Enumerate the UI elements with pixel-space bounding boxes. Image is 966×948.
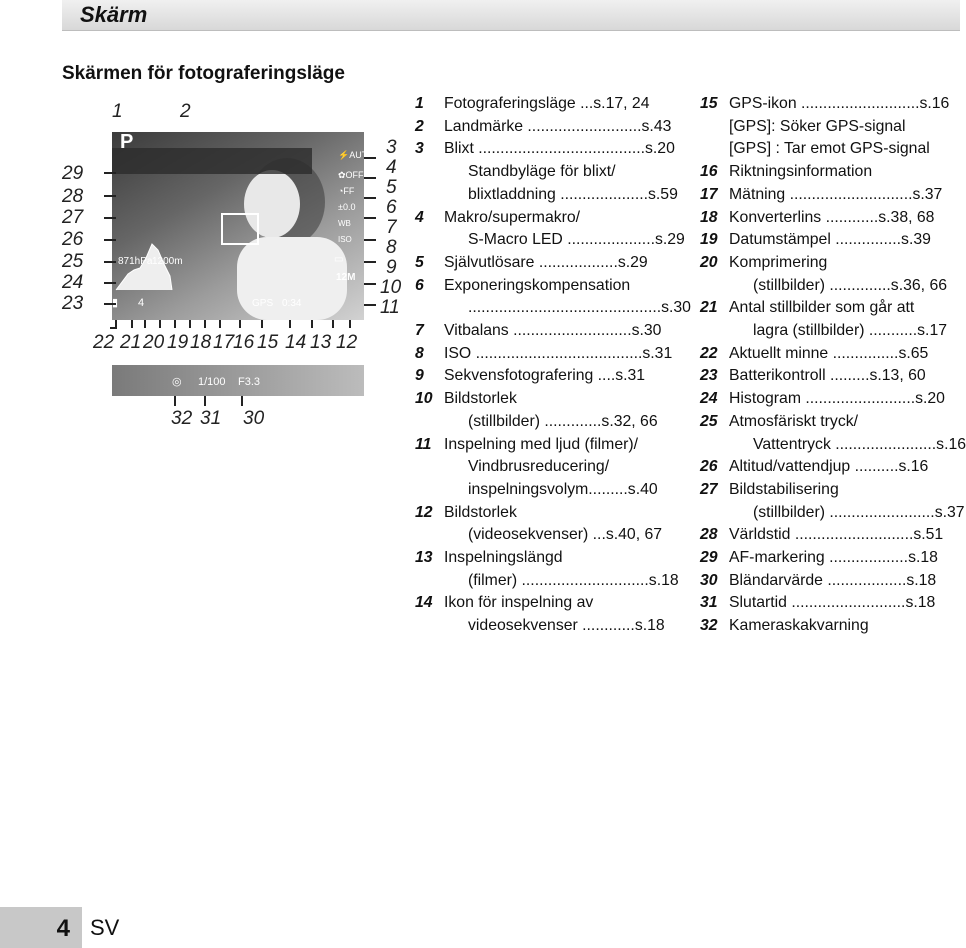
callout-30: 30 — [243, 408, 265, 429]
legend-item — [700, 138, 966, 161]
callout-24: 24 — [62, 272, 84, 293]
callout-11: 11 — [380, 297, 400, 318]
legend-item-number: 23 — [700, 367, 718, 385]
legend-item — [415, 411, 691, 434]
legend-item-text: Standbyläge för blixt/ — [468, 163, 616, 181]
page-subtitle: Skärmen för fotograferingsläge — [62, 63, 345, 84]
legend-item — [415, 592, 691, 615]
legend-item-number: 16 — [700, 163, 718, 181]
legend-item-text: Kameraskakvarning — [729, 617, 869, 635]
legend-item-text: Vindbrusreducering/ — [468, 458, 610, 476]
legend-item-number: 17 — [700, 185, 718, 203]
legend-item-text: Riktningsinformation — [729, 163, 873, 181]
legend-item-text: Altitud/vattendjup ..........s.16 — [729, 458, 929, 476]
callout-12: 12 — [336, 332, 358, 353]
legend-item-number: 3 — [415, 140, 424, 158]
legend-item — [700, 547, 966, 570]
legend-item — [415, 547, 691, 570]
legend-item — [700, 615, 966, 638]
legend-item-text: Konverterlins ............s.38, 68 — [729, 208, 935, 226]
self-timer-icon: ◔FF — [338, 186, 355, 196]
legend-item-number: 14 — [415, 594, 433, 612]
legend-item-text: Självutlösare ..................s.29 — [444, 253, 648, 271]
legend-item-text: Världstid ...........................s.51 — [729, 526, 944, 544]
legend-item-text: Antal stillbilder som går att — [729, 299, 915, 317]
callout-3: 3 — [386, 137, 397, 158]
legend-item — [700, 297, 966, 320]
iso-icon: ISO — [338, 235, 352, 244]
callout-16: 16 — [233, 332, 255, 353]
legend-item-number: 22 — [700, 344, 718, 362]
callout-28: 28 — [62, 186, 84, 207]
legend-item-text: Aktuellt minne ...............s.65 — [729, 344, 929, 362]
legend-item-text: Makro/supermakro/ — [444, 208, 581, 226]
legend-item-text: Bildstorlek — [444, 390, 517, 408]
record-time-label: 0:34 — [282, 298, 302, 309]
legend-item-text: Ikon för inspelning av — [444, 594, 594, 612]
altitude-label: 1200m — [152, 256, 183, 267]
callout-14: 14 — [285, 332, 307, 353]
callout-19: 19 — [167, 332, 189, 353]
legend-item-text: Bildstabilisering — [729, 480, 839, 498]
callout-6: 6 — [386, 197, 397, 218]
legend-item — [415, 207, 691, 230]
legend-item-text: Bildstorlek — [444, 503, 517, 521]
legend-item — [700, 343, 966, 366]
language-label: SV — [90, 915, 120, 940]
callout-1: 1 — [112, 101, 123, 122]
legend-item-text: (stillbilder) ........................s.37 — [753, 503, 965, 521]
legend-item-text: (stillbilder) ..............s.36, 66 — [753, 276, 948, 294]
callout-22: 22 — [93, 332, 115, 353]
legend-item — [415, 479, 691, 502]
legend-item-number: 1 — [415, 95, 424, 112]
legend-item — [700, 229, 966, 252]
legend-item — [415, 252, 691, 275]
legend-list-middle — [415, 93, 691, 638]
legend-item-text: Mätning ............................s.37 — [729, 185, 943, 203]
callout-7: 7 — [386, 217, 397, 238]
drive-icon: ▭ — [334, 254, 344, 265]
legend-item-number: 31 — [700, 594, 718, 612]
legend-item-text: Inspelning med ljud (filmer)/ — [444, 435, 639, 453]
legend-item-text: Landmärke ..........................s.43 — [444, 117, 672, 135]
legend-item — [415, 615, 691, 638]
callout-2: 2 — [180, 101, 191, 122]
legend-item-number: 12 — [415, 503, 433, 521]
mode-label: P — [120, 131, 134, 153]
callout-13: 13 — [310, 332, 332, 353]
legend-item-text: Batterikontroll .........s.13, 60 — [729, 367, 926, 385]
legend-item-number: 18 — [700, 208, 718, 226]
legend-item-text: S-Macro LED ....................s.29 — [468, 231, 685, 249]
gps-icon: GPS — [252, 298, 274, 309]
legend-item — [700, 570, 966, 593]
legend-item-text: videosekvenser ............s.18 — [468, 617, 665, 635]
legend-item — [415, 343, 691, 366]
legend-item-number: 10 — [415, 390, 433, 408]
legend-item — [415, 138, 691, 161]
callout-21: 21 — [120, 332, 142, 353]
legend-item-number: 7 — [415, 322, 424, 340]
storage-count-label: 4 — [138, 297, 145, 309]
legend-item-number: 24 — [700, 390, 718, 408]
legend-item-number: 19 — [700, 231, 718, 249]
ev-label: ±0.0 — [338, 202, 356, 212]
camera-shake-icon: ◎ — [172, 376, 182, 388]
legend-item-number: 2 — [415, 117, 424, 135]
legend-item — [700, 411, 966, 434]
legend-item-text: lagra (stillbilder) ...........s.17 — [753, 322, 948, 340]
legend-item — [700, 275, 966, 298]
legend-item-text: Slutartid ..........................s.18 — [729, 594, 936, 612]
legend-item — [415, 93, 691, 116]
legend-item — [415, 161, 691, 184]
legend-item-text: Komprimering — [729, 253, 828, 271]
legend-item — [700, 592, 966, 615]
legend-item-number: 29 — [700, 549, 718, 567]
legend-item-text: AF-markering ..................s.18 — [729, 549, 938, 567]
legend-item — [415, 570, 691, 593]
callout-18: 18 — [190, 332, 212, 353]
legend-item-text: Datumstämpel ...............s.39 — [729, 231, 931, 249]
legend-item — [700, 161, 966, 184]
battery-icon: ▮ — [112, 297, 119, 309]
legend-item-text: blixtladdning ....................s.59 — [468, 185, 678, 203]
legend-item-text: Exponeringskompensation — [444, 276, 631, 294]
wb-icon: WB — [338, 219, 351, 228]
legend-item — [700, 207, 966, 230]
legend-item-text: [GPS] : Tar emot GPS-signal — [729, 140, 930, 158]
legend-item — [700, 388, 966, 411]
legend-item-text: (filmer) .............................s.18 — [468, 571, 679, 589]
legend-item-number: 21 — [700, 299, 718, 317]
callout-26: 26 — [62, 229, 84, 250]
legend-item — [700, 502, 966, 525]
legend-item-text: GPS-ikon ...........................s.16 — [729, 95, 950, 112]
legend-item-number: 13 — [415, 549, 433, 567]
legend-item-text: Sekvensfotografering ....s.31 — [444, 367, 646, 385]
legend-item-number: 11 — [415, 435, 432, 453]
legend-item — [415, 365, 691, 388]
section-title: Skärm — [80, 2, 148, 27]
legend-item — [415, 297, 691, 320]
shutter-label: 1/100 — [198, 376, 226, 388]
callout-25: 25 — [62, 251, 84, 272]
callout-29: 29 — [62, 163, 84, 184]
legend-item — [415, 388, 691, 411]
callout-17: 17 — [213, 332, 235, 353]
legend-item-number: 28 — [700, 526, 718, 544]
legend-item-number: 32 — [700, 617, 718, 635]
page-number: 4 — [56, 915, 70, 942]
legend-item-text: (videosekvenser) ...s.40, 67 — [468, 526, 663, 544]
legend-item — [700, 434, 966, 457]
macro-icon: ✿OFF — [338, 170, 364, 180]
aperture-label: F3.3 — [238, 376, 261, 388]
legend-item-number: 20 — [700, 253, 718, 271]
legend-item-text: Vitbalans ...........................s.30 — [444, 322, 662, 340]
legend-item — [700, 456, 966, 479]
callout-31: 31 — [200, 408, 222, 429]
legend-item-text: ............................................s.30 — [468, 299, 691, 317]
legend-item — [415, 184, 691, 207]
legend-item-text: [GPS]: Söker GPS-signal — [729, 117, 906, 135]
callout-15: 15 — [257, 332, 279, 353]
legend-item — [700, 320, 966, 343]
page-number-box — [0, 907, 82, 948]
resolution-label: 12M — [336, 272, 356, 283]
legend-item — [700, 184, 966, 207]
legend-item-number: 30 — [700, 571, 718, 589]
legend-item-number: 5 — [415, 253, 424, 271]
legend-item — [700, 252, 966, 275]
legend-item-number: 6 — [415, 276, 424, 294]
legend-item-number: 27 — [700, 480, 718, 498]
legend-item-text: Histogram .........................s.20 — [729, 390, 945, 408]
legend-item-text: Inspelningslängd — [444, 549, 563, 567]
legend-item — [700, 524, 966, 547]
legend-item — [700, 479, 966, 502]
callout-4: 4 — [386, 157, 397, 178]
legend-item-number: 9 — [415, 367, 424, 385]
legend-item-text: Bländarvärde ..................s.18 — [729, 571, 937, 589]
legend-item — [700, 93, 966, 116]
legend-item-text: Blixt ......................................s.20 — [444, 140, 675, 158]
callout-23: 23 — [62, 293, 84, 314]
callout-27: 27 — [62, 207, 84, 228]
callout-10: 10 — [380, 277, 402, 298]
legend-item-number: 25 — [700, 412, 718, 430]
legend-item — [415, 434, 691, 457]
legend-item — [415, 456, 691, 479]
legend-item-text: (stillbilder) .............s.32, 66 — [468, 412, 658, 430]
legend-item — [700, 365, 966, 388]
flash-icon: ⚡AUTO — [338, 150, 375, 160]
legend-item — [415, 524, 691, 547]
legend-item-text: Vattentryck .......................s.16 — [753, 435, 966, 453]
legend-item-number: 4 — [415, 208, 424, 226]
legend-item — [415, 275, 691, 298]
legend-item — [415, 116, 691, 139]
legend-item-number: 8 — [415, 344, 424, 362]
legend-item — [415, 502, 691, 525]
callout-20: 20 — [143, 332, 165, 353]
callout-32: 32 — [171, 408, 193, 429]
callout-5: 5 — [386, 177, 397, 198]
legend-item-number: 15 — [700, 95, 718, 112]
pressure-label: 871hPa — [118, 256, 153, 267]
legend-item-text: ISO ......................................s.31 — [444, 344, 673, 362]
legend-list-right — [700, 93, 966, 638]
legend-item-text: Atmosfäriskt tryck/ — [729, 412, 859, 430]
callout-9: 9 — [386, 257, 397, 278]
legend-item — [415, 320, 691, 343]
legend-item-number: 26 — [700, 458, 718, 476]
legend-item — [700, 116, 966, 139]
callout-8: 8 — [386, 237, 397, 258]
legend-item-text: inspelningsvolym.........s.40 — [468, 480, 658, 498]
legend-item-text: Fotograferingsläge ...s.17, 24 — [444, 95, 650, 112]
legend-item — [415, 229, 691, 252]
